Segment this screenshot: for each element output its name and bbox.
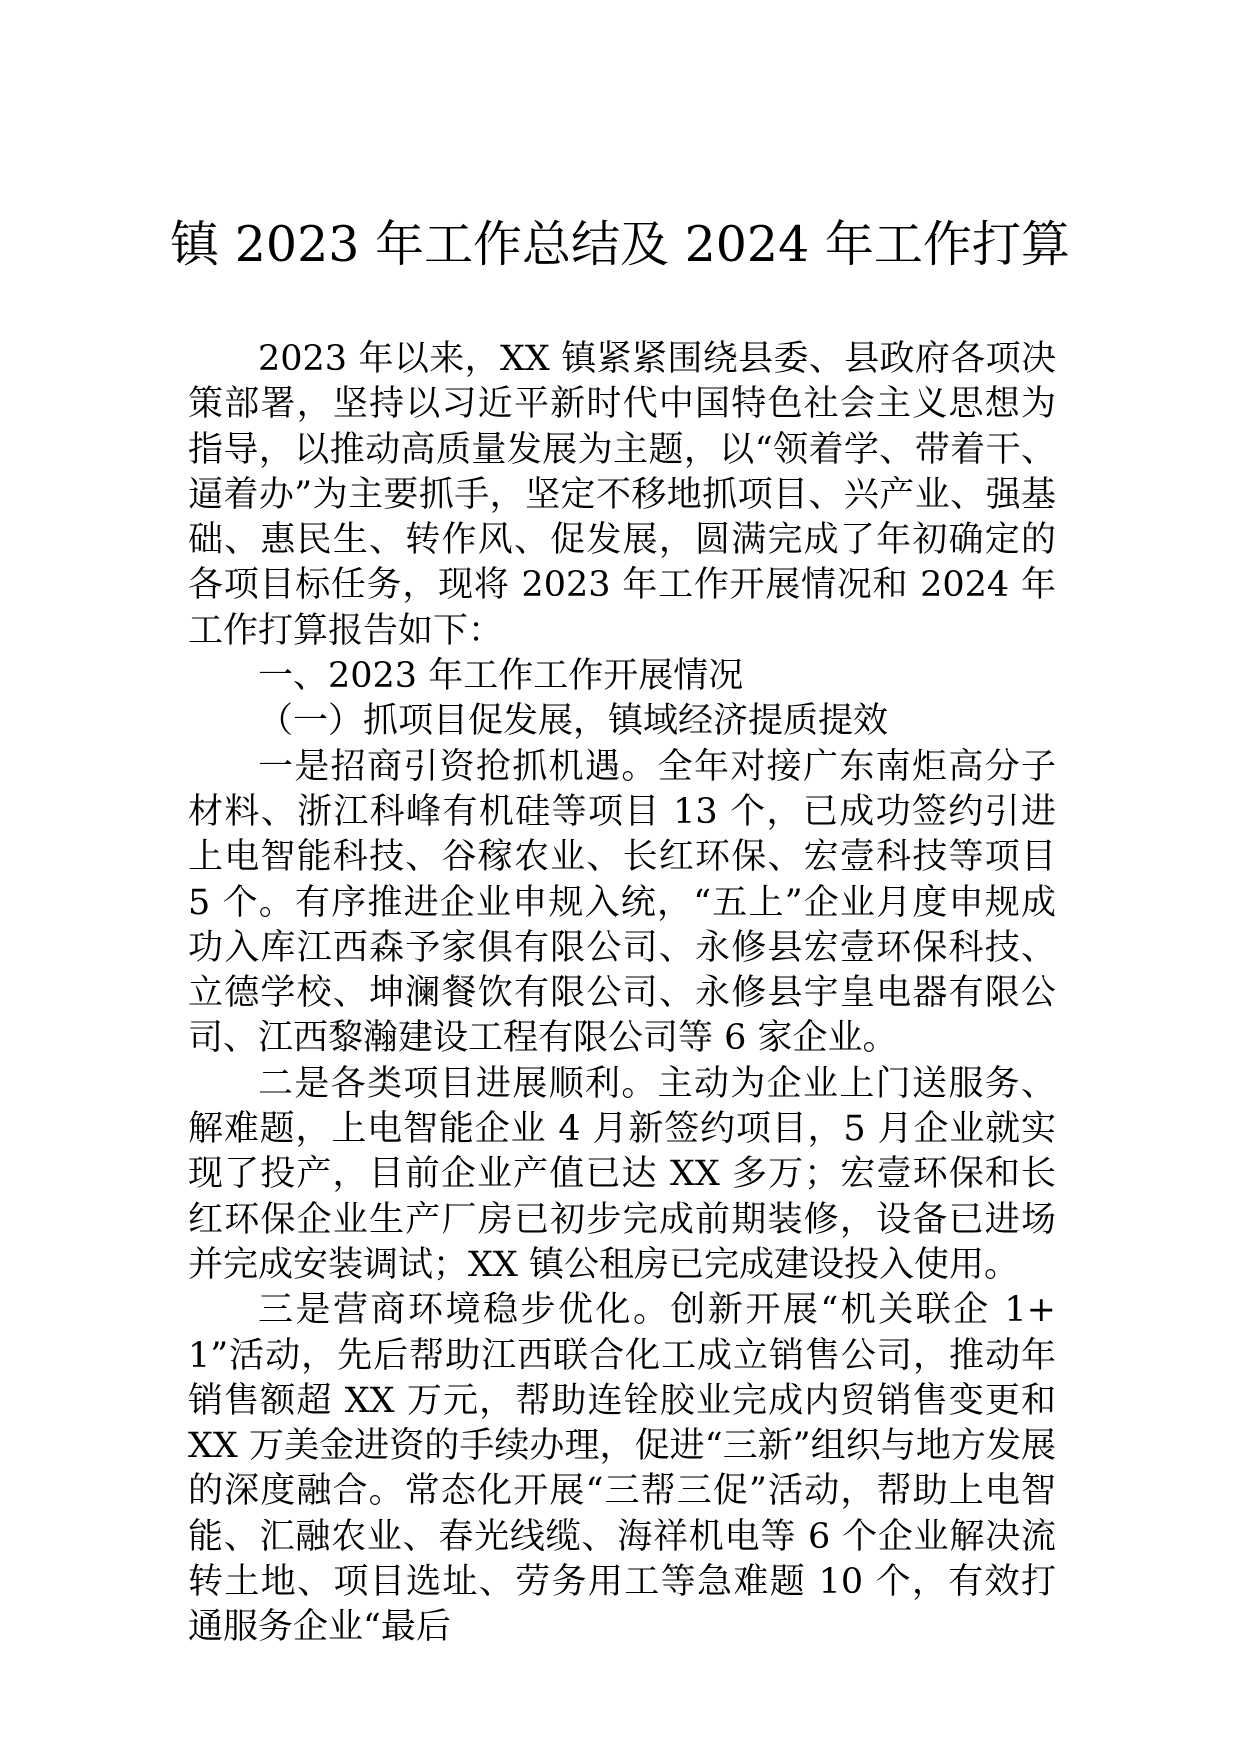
document-body: [188, 337, 1056, 1651]
intro-paragraph: 2023 年以来，XX 镇紧紧围绕县委、县政府各项决策部署，坚持以习近平新时代中国特色社会主义思想为指导，以推动高质量发展为主题，以“领着学、带着干、逼着办”为主要抓手，坚定不移地抓项目、兴产业、强基础、惠民生、转作风、促发展，圆满完成了年初确定的各项目标任务，现将 2023 年工作开展情况和 2024 年工作打算报告如下：: [188, 339, 1056, 651]
paragraph-investment: 一是招商引资抢抓机遇。全年对接广东南炬高分子材料、浙江科峰有机硅等项目 13 个，已成功签约引进上电智能科技、谷稼农业、长红环保、宏壹科技等项目 5 个。有序推进企业申规入统，“五上”企业月度申规成功入库江西森予家俱有限公司、永修县宏壹环保科技、立德学校、坤澜餐饮有限公司、永修县宇皇电器有限公司、江西黎瀚建设工程有限公司等 6 家企业。: [188, 746, 1056, 1059]
section-heading: 一、2023 年工作工作开展情况: [258, 656, 744, 697]
paragraph-business-environment: 三是营商环境稳步优化。创新开展“机关联企 1+1”活动，先后帮助江西联合化工成立销售公司，推动年销售额超 XX 万元，帮助连铨胶业完成内贸销售变更和 XX 万美金进资的手续办理，促进“三新”组织与地方发展的深度融合。常态化开展“三帮三促”活动，帮助上电智能、汇融农业、春光线缆、海祥机电等 6 个企业解决流转土地、项目选址、劳务用工等急难题 10 个，有效打通服务企业“最后: [188, 1290, 1056, 1648]
paragraph-projects: 二是各类项目进展顺利。主动为企业上门送服务、解难题，上电智能企业 4 月新签约项目，5 月企业就实现了投产，目前企业产值已达 XX 多万；宏壹环保和长红环保企业生产厂房已初步完成前期装修，设备已进场并完成安装调试；XX 镇公租房已完成建设投入使用。: [188, 1063, 1056, 1285]
document-title: 镇 2023 年工作总结及 2024 年工作打算: [170, 216, 1070, 273]
subsection-heading: （一）抓项目促发展，镇域经济提质提效: [258, 701, 889, 742]
